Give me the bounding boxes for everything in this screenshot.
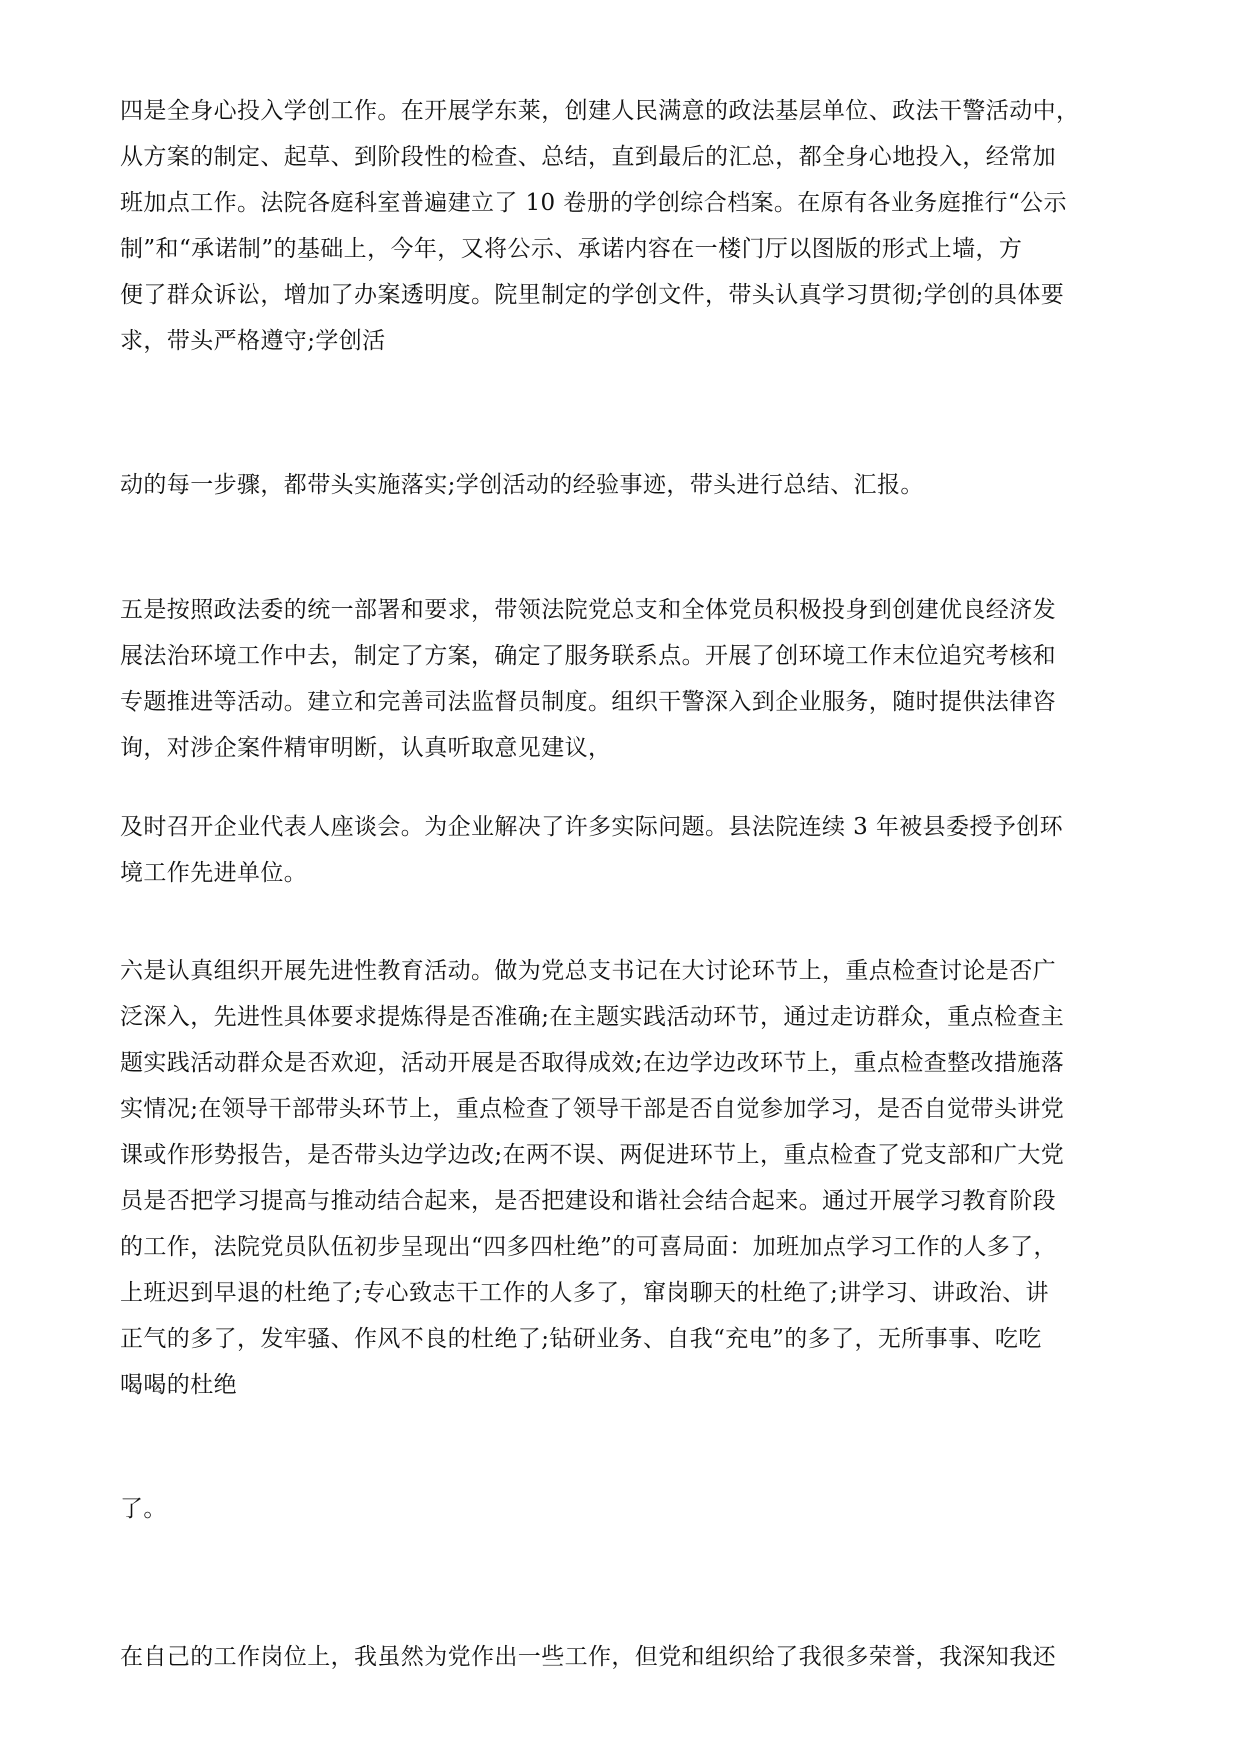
text-line: 的工作，法院党员队伍初步呈现出“四多四杜绝”的可喜局面：加班加点学习工作的人多了， — [120, 1234, 1057, 1260]
text-line: 正气的多了，发牢骚、作风不良的杜绝了;钻研业务、自我“充电”的多了，无所事事、吃吃 — [120, 1326, 1042, 1352]
text-line: 五是按照政法委的统一部署和要求，带领法院党总支和全体党员积极投身到创建优良经济发 — [120, 597, 1056, 623]
text-line: 制”和“承诺制”的基础上，今年，又将公示、承诺内容在一楼门厅以图版的形式上墙，方 — [120, 236, 1023, 262]
paragraph-2 — [120, 462, 1130, 508]
text-line: 展法治环境工作中去，制定了方案，确定了服务联系点。开展了创环境工作末位追究考核和 — [120, 643, 1056, 669]
paragraph-5 — [120, 948, 1130, 1408]
text-line: 泛深入，先进性具体要求提炼得是否准确;在主题实践活动环节，通过走访群众，重点检查主 — [120, 1004, 1065, 1030]
text-line: 在自己的工作岗位上，我虽然为党作出一些工作，但党和组织给了我很多荣誉，我深知我还 — [120, 1644, 1056, 1670]
text-line: 求，带头严格遵守;学创活 — [120, 328, 386, 354]
paragraph-4 — [120, 804, 1130, 896]
text-line: 询，对涉企案件精审明断，认真听取意见建议， — [120, 735, 612, 761]
text-line: 动的每一步骤，都带头实施落实;学创活动的经验事迹，带头进行总结、汇报。 — [120, 472, 924, 498]
text-line: 便了群众诉讼，增加了办案透明度。院里制定的学创文件，带头认真学习贯彻;学创的具体要 — [120, 282, 1065, 308]
text-line: 境工作先进单位。 — [120, 860, 308, 886]
text-line: 从方案的制定、起草、到阶段性的检查、总结，直到最后的汇总，都全身心地投入，经常加 — [120, 144, 1056, 170]
paragraph-6 — [120, 1486, 1130, 1532]
text-line: 专题推进等活动。建立和完善司法监督员制度。组织干警深入到企业服务，随时提供法律咨 — [120, 689, 1056, 715]
text-line: 及时召开企业代表人座谈会。为企业解决了许多实际问题。县法院连续 3 年被县委授予创环 — [120, 814, 1064, 840]
paragraph-1 — [120, 88, 1130, 364]
text-line: 四是全身心投入学创工作。在开展学东莱，创建人民满意的政法基层单位、政法干警活动中， — [120, 98, 1080, 124]
text-line: 课或作形势报告，是否带头边学边改;在两不误、两促进环节上，重点检查了党支部和广大党 — [120, 1142, 1065, 1168]
text-line: 题实践活动群众是否欢迎，活动开展是否取得成效;在边学边改环节上，重点检查整改措施落 — [120, 1050, 1065, 1076]
text-line: 实情况;在领导干部带头环节上，重点检查了领导干部是否自觉参加学习，是否自觉带头讲党 — [120, 1096, 1065, 1122]
text-line: 了。 — [120, 1496, 167, 1522]
paragraph-7 — [120, 1634, 1130, 1680]
paragraph-3 — [120, 587, 1130, 771]
text-line: 六是认真组织开展先进性教育活动。做为党总支书记在大讨论环节上，重点检查讨论是否广 — [120, 958, 1056, 984]
text-line: 上班迟到早退的杜绝了;专心致志干工作的人多了，窜岗聊天的杜绝了;讲学习、讲政治、讲 — [120, 1280, 1049, 1306]
text-line: 班加点工作。法院各庭科室普遍建立了 10 卷册的学创综合档案。在原有各业务庭推行“公示 — [120, 190, 1067, 216]
text-line: 喝喝的杜绝 — [120, 1372, 237, 1398]
text-line: 员是否把学习提高与推动结合起来，是否把建设和谐社会结合起来。通过开展学习教育阶段 — [120, 1188, 1056, 1214]
